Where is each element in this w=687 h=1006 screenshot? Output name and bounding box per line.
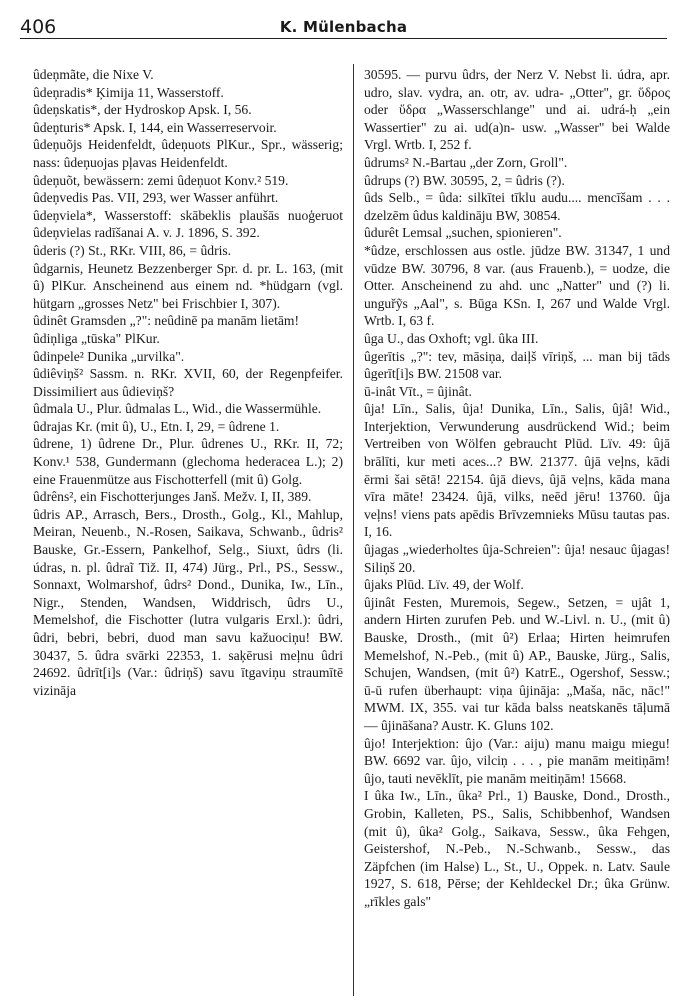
- dictionary-entry: ûdris AP., Arrasch, Bers., Drosth., Golg., Kl., Mahlup, Meiran, Neuenb., N.-Rosen, Saikava, Schwanb., ûdris² Bauske, Gr.-Essern, Pankelhof, Selg., Siuxt, ûdrs (li. údras, n. pl. ûdraĩ Tiž. II, 474) Jürg., Prl., PS., Sessw., Sonnaxt, Wolmarshof, ûdrs² Dond., Dunika, Iw., Līn., Nigr., Stenden, Wandsen, Widdrisch, ûdrs U., Memelshof, die Fischotter (lutra vulgaris Erxl.): ûdri, ûdri, bebri, bebri, duod man savu kažuociņu! BW. 30437, 5. ûdra svārki 22353, 1. saķērusi meļnu ûdri 24692. ûdrīt[i]s (Var.: ûdriņš) savu ītgaviņu straumītē vizināja: [33, 506, 343, 698]
- dictionary-entry: ûga U., das Oxhoft; vgl. ûka III.: [364, 330, 539, 346]
- left-column: [33, 66, 343, 699]
- dictionary-entry: ûdeņskatis*, der Hydroskop Apsk. I, 56.: [33, 102, 252, 118]
- dictionary-entry: ûds Selb., = ûda: silkītei tīklu audu.... mencīšam . . . dzelzēm ûdus kaldināju BW, 30854.: [364, 190, 670, 223]
- dictionary-entry: ûdmala U., Plur. ûdmalas L., Wid., die Wassermühle.: [33, 401, 322, 417]
- dictionary-entry: ûdrene, 1) ûdrene Dr., Plur. ûdrenes U., RKr. II, 72; Konv.¹ 538, Gundermann (glechoma hederacea L.); 2) eine Frauenmütze aus Fischotterfell (mit û) Golg.: [33, 436, 343, 487]
- right-column: [364, 66, 670, 911]
- dictionary-entry: ûdeņturis* Apsk. I, 144, ein Wasserreservoir.: [33, 119, 277, 135]
- dictionary-entry: ûderis (?) St., RKr. VIII, 86, = ûdris.: [33, 242, 232, 258]
- dictionary-entry: ûdiņliga „tūska" PlKur.: [33, 330, 160, 346]
- dictionary-entry: ûjo! Interjektion: ûjo (Var.: aiju) manu maigu miegu! BW. 6692 var. ûjo, vilciņ . . . , pie manām meitiņām! ûjo, tauti nevēklīt, pie manām meitiņām! 15668.: [364, 735, 670, 786]
- dictionary-entry: ûjaks Plūd. Lïv. 49, der Wolf.: [364, 577, 524, 593]
- dictionary-entry: ûdiêviņš² Sassm. n. RKr. XVII, 60, der Regenpfeifer. Dissimiliert aus ûdieviņš?: [33, 366, 343, 399]
- dictionary-entry: ûja! Līn., Salis, ûja! Dunika, Līn., Salis, ûjâ! Wid., Interjektion, Verwunderung ausdrückend Wid.; beim Vertreiben von Wölfen gebraucht Plūd. Lïv. 49: ûjā brālīti, kur meti aces...? BW. 21377. ûjā veļns, kādi ērmi šai sētā! 22154. ûjā dievs, ûjā veļns, kāda mana vīra māte! 23424. ûjā, vilks, neēd jēru! 13760. ûja veļns! viens pats apēdis Brīvzemnieks Mūsu tautas pas. I, 16.: [364, 401, 670, 540]
- dictionary-entry: ûdeņuõjs Heidenfeldt, ûdeņuots PlKur., Spr., wässerig; nass: ûdeņuojas pļavas Heidenfeldt.: [33, 137, 343, 170]
- dictionary-entry: ûgerītis „?": tev, māsiņa, daiļš vīriņš, ... man bij tāds ûgerīt[i]s BW. 21508 var.: [364, 348, 670, 382]
- dictionary-entry: ûdgarnis, Heunetz Bezzenberger Spr. d. pr. L. 163, (mit û) PlKur. Anscheinend aus einem nd. *hüdgarn (vgl. hütgarn „grosses Netz" bei Frischbier I, 307).: [33, 260, 343, 311]
- dictionary-entry: *ûdze, erschlossen aus ostle. jūdze BW. 31347, 1 und vūdze BW. 30796, 8 var. (aus Frauenb.), = uodze, die Otter. Anscheinend zu ahd. unc „Natter" und (?) li. unguřỹs „Aal", s. Būga KSn. I, 267 und Walde Vrgl. Wrtb. I, 63 f.: [364, 242, 670, 329]
- dictionary-entry: ûdinpele² Dunika „urvilka".: [33, 348, 185, 364]
- dictionary-entry: ûdeņmãte, die Nixe V.: [33, 67, 154, 82]
- dictionary-entry: ûjagas „wiederholtes ûja-Schreien": ûja! nesauc ûjagas! Siliņš 20.: [364, 542, 670, 575]
- dictionary-entry: ûdrêns², ein Fischotterjunges Janš. Mežv. I, II, 389.: [33, 489, 312, 505]
- page-header: [20, 16, 667, 39]
- column-divider: [353, 64, 354, 996]
- dictionary-entry: ûjinât Festen, Muremois, Segew., Setzen, = ujât 1, andern Hirten zurufen Peb. und W.-Livl. n. U., (mit û) Bauske, Drosth., (mit û²) Erlaa; Hirten heimrufen Memelshof, N.-Peb., (mit û) AP., Bauske, Jürg., Salis, Schujen, Wandsen, (mit û²) KatrE., Ogershof, Sessw.; ū-ū rufen überhaupt: viņa ûjināja: „Maša, nāc, nāc!" MWM. IX, 355. vai tur kāda balss neatskanēs tāļumā — ûjināšana? Austr. K. Gluns 102.: [364, 594, 670, 733]
- dictionary-entry: ûdeņradis* Ķimija 11, Wasserstoff.: [33, 84, 224, 100]
- dictionary-entry: ûdrups (?) BW. 30595, 2, = ûdris (?).: [364, 172, 565, 188]
- dictionary-entry: ûdurêt Lemsal „suchen, spionieren".: [364, 225, 562, 241]
- dictionary-entry: ûdrajas Kr. (mit û), U., Etn. I, 29, = ûdrene 1.: [33, 418, 280, 434]
- dictionary-entry: ū-inât Vīt., = ûjinât.: [364, 383, 472, 399]
- page-number: 406: [20, 16, 57, 38]
- running-title: K. Mülenbacha: [279, 18, 408, 36]
- dictionary-entry: 30595. — purvu ûdrs, der Nerz V. Nebst li. údra, apr. udro, slav. vydra, an. otr, av. udra- „Otter", gr. ὕδρος oder ὕδρα „Wasserschlange" und ai. udrá-ḥ „ein Wassertier" zu ai. ud(a)n- usw. „Wasser" bei Walde Vrgl. Wrtb. I, 252 f.: [364, 67, 670, 153]
- dictionary-entry: ûdrums² N.-Bartau „der Zorn, Groll".: [364, 154, 568, 170]
- dictionary-entry: ûdeņviela*, Wasserstoff: skābeklis plaušās nuoģeruot ûdeņvielas radīšanai A. v. J. 1896, S. 392.: [33, 207, 343, 241]
- dictionary-entry: ûdeņuõt, bewässern: zemi ûdeņuot Konv.² 519.: [33, 172, 289, 188]
- dictionary-entry: I ûka Iw., Līn., ûka² Prl., 1) Bauske, Dond., Drosth., Grobin, Kalleten, PS., Salis, Schibbenhof, Wandsen (mit û), ûka² Golg., Saikava, Sessw., ûka Fehgen, Geistershof, N.-Peb., N.-Schwanb., Sessw., das Zäpfchen (im Halse) L., St., U., Oppek. n. Latv. Saule 1927, S. 618, Pērse; der Kehldeckel Dr.; ûka Grünw. „rīkles gals": [364, 788, 670, 909]
- dictionary-entry: ûdeņvedis Pas. VII, 293, wer Wasser anführt.: [33, 190, 279, 206]
- dictionary-entry: ûdinêt Gramsden „?": neûdinē pa manām lietām!: [33, 313, 300, 329]
